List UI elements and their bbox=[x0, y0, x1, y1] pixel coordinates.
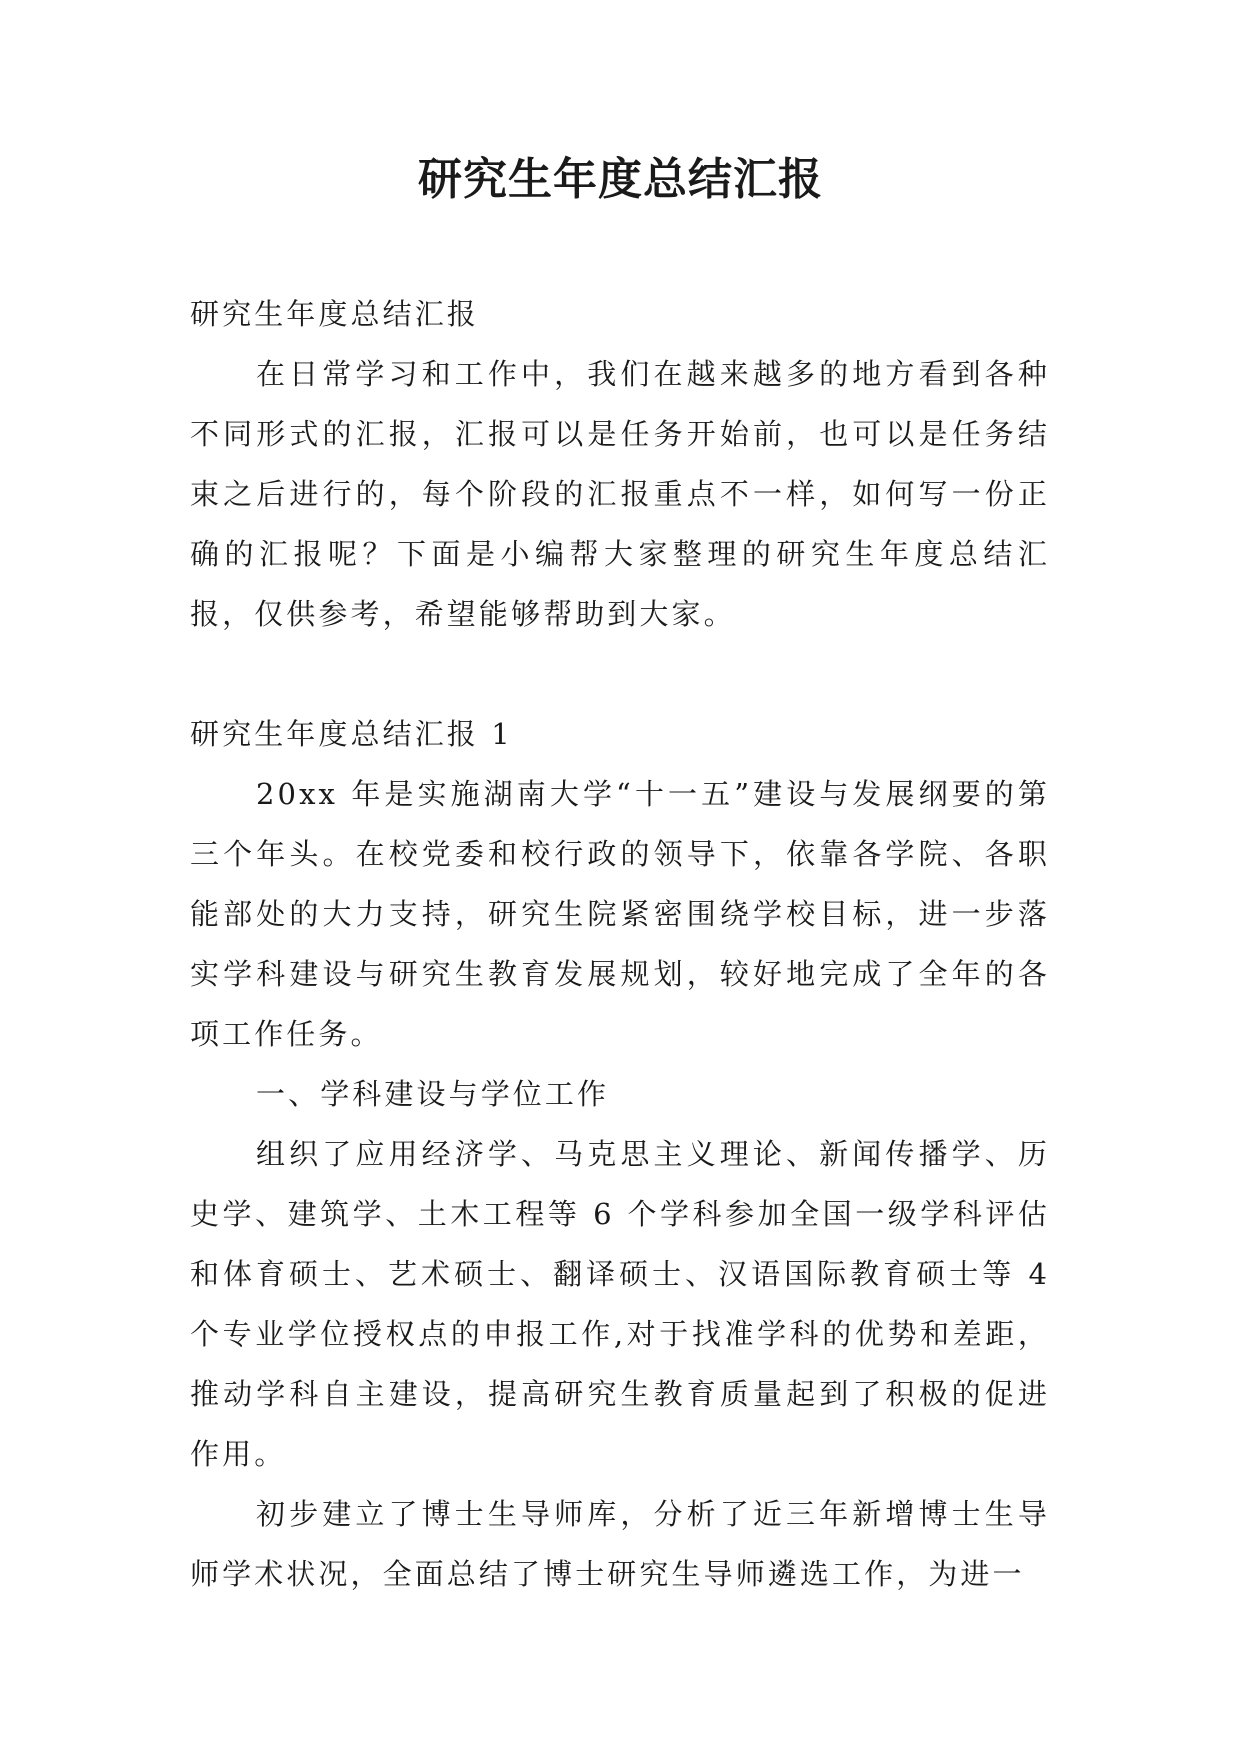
section-paragraph-2: 组织了应用经济学、马克思主义理论、新闻传播学、历史学、建筑学、土木工程等 6 个学科参加全国一级学科评估和体育硕士、艺术硕士、翻译硕士、汉语国际教育硕士等 4 个专业学位授权点的申报工作,对于找准学科的优势和差距，推动学科自主建设，提高研究生教育质量起到了积极的促进作用。 bbox=[190, 1137, 1050, 1471]
document-subtitle: 研究生年度总结汇报 bbox=[190, 297, 479, 331]
section-paragraph-3: 初步建立了博士生导师库，分析了近三年新增博士生导师学术状况，全面总结了博士研究生导师遴选工作，为进一 bbox=[190, 1497, 1050, 1591]
document-title: 研究生年度总结汇报 bbox=[418, 154, 823, 205]
intro-paragraph: 在日常学习和工作中，我们在越来越多的地方看到各种不同形式的汇报，汇报可以是任务开始前，也可以是任务结束之后进行的，每个阶段的汇报重点不一样，如何写一份正确的汇报呢？下面是小编帮大家整理的研究生年度总结汇报，仅供参考，希望能够帮助到大家。 bbox=[190, 357, 1050, 631]
section-heading: 一、学科建设与学位工作 bbox=[256, 1077, 610, 1111]
section-spacer bbox=[190, 644, 1050, 704]
section-paragraph-1: 20xx 年是实施湖南大学“十一五”建设与发展纲要的第三个年头。在校党委和校行政的领导下，依靠各学院、各职能部处的大力支持，研究生院紧密围绕学校目标，进一步落实学科建设与研究生教育发展规划，较好地完成了全年的各项工作任务。 bbox=[190, 777, 1050, 1051]
document-body bbox=[190, 284, 1050, 1604]
section-title: 研究生年度总结汇报 1 bbox=[190, 717, 513, 751]
